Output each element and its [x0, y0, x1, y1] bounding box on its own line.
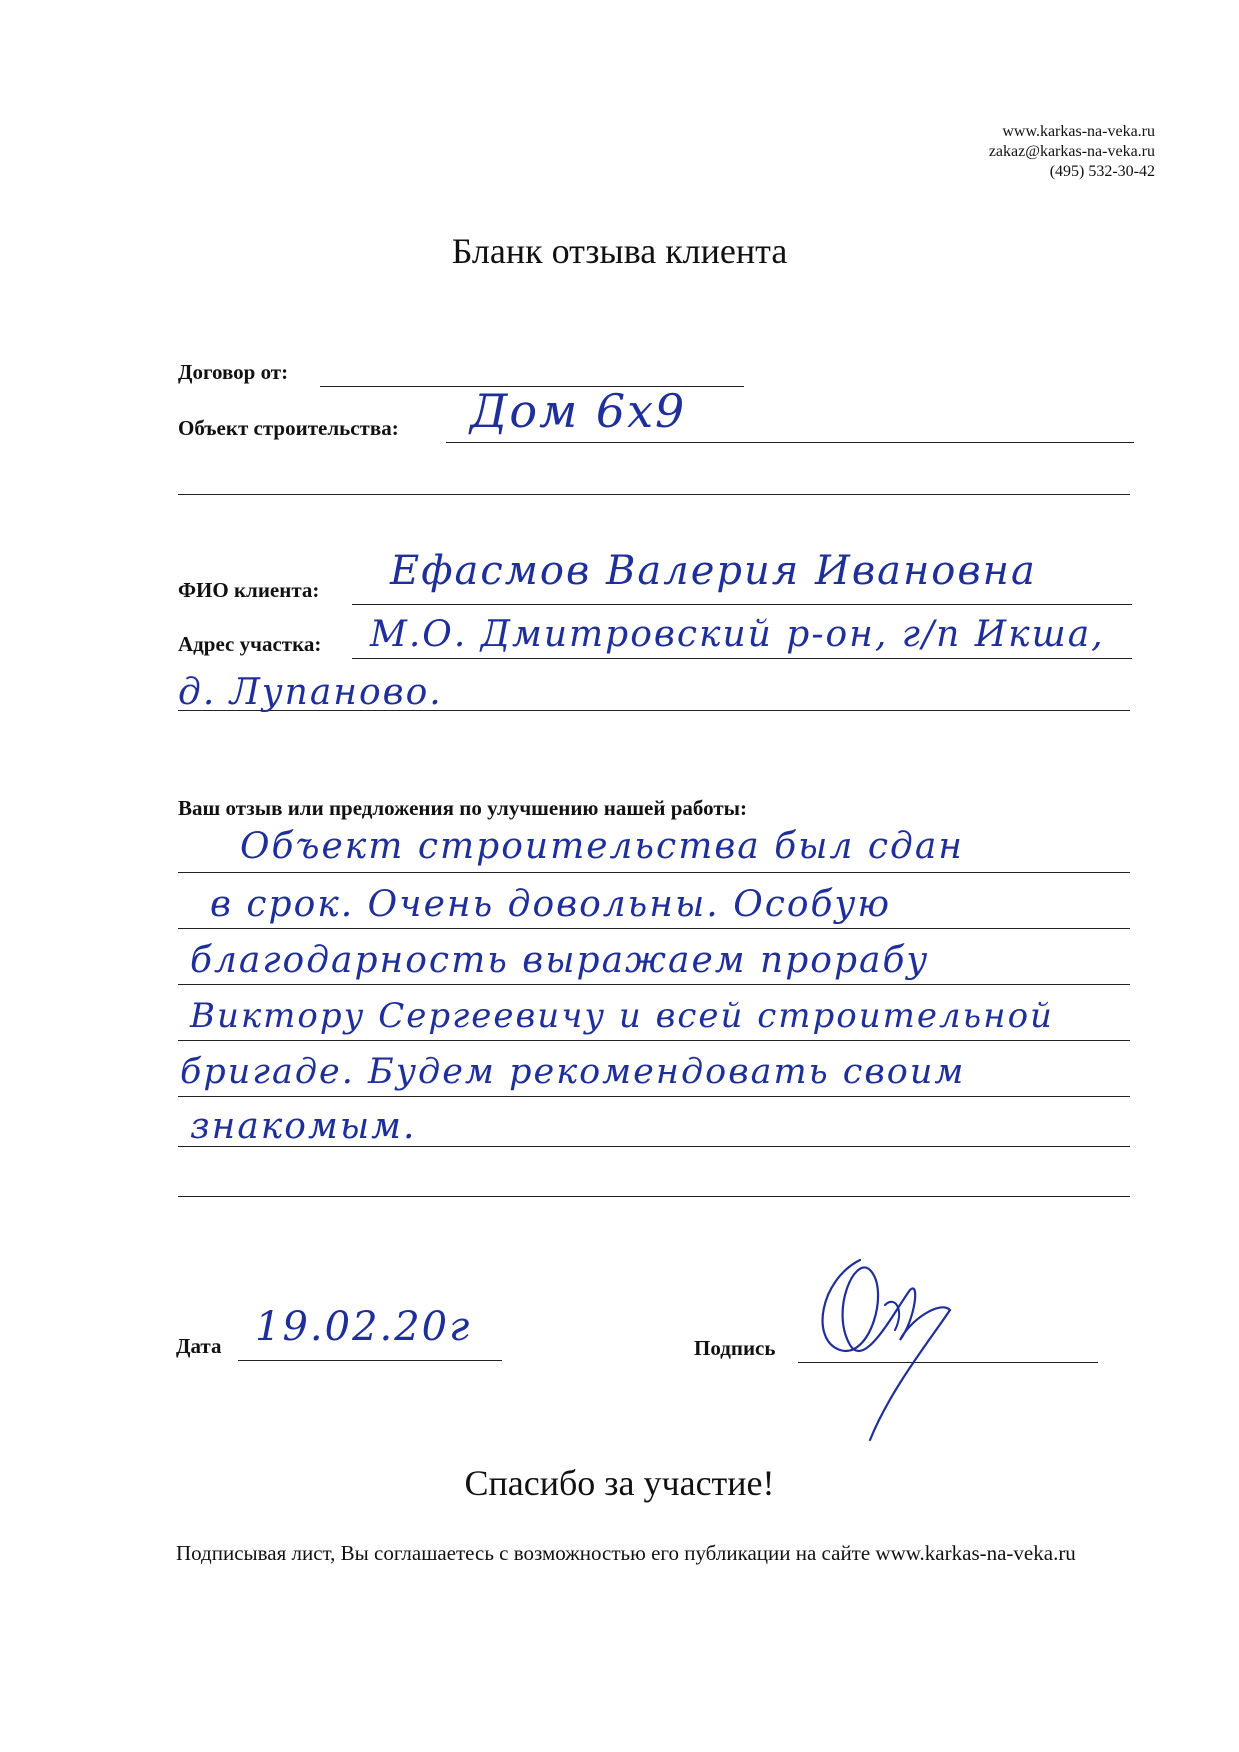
- footer-note: Подписывая лист, Вы соглашаетесь с возможностью его публикации на сайте www.karkas-na-veka.ru: [176, 1541, 1076, 1565]
- object-label: Объект строительства:: [178, 416, 399, 440]
- signature-mark[interactable]: [800, 1250, 1000, 1450]
- review-text-line[interactable]: знакомым.: [190, 1106, 417, 1147]
- email-text: zakaz@karkas-na-veka.ru: [988, 143, 1155, 160]
- object-extra-line: [178, 494, 1130, 495]
- address-value-line1[interactable]: М.О. Дмитровский р-он, г/п Икша,: [370, 614, 1105, 655]
- address-value-line2[interactable]: д. Лупаново.: [178, 672, 443, 713]
- review-text-line[interactable]: бригаде. Будем рекомендовать своим: [180, 1052, 966, 1092]
- client-line: [352, 604, 1132, 605]
- review-text-line[interactable]: в срок. Очень довольны. Особую: [210, 884, 892, 925]
- contract-label: Договор от:: [178, 360, 289, 384]
- address-label: Адрес участка:: [178, 632, 322, 656]
- thanks-text: Спасибо за участие!: [464, 1463, 775, 1503]
- review-line-5: [178, 1096, 1130, 1097]
- contacts-block: [989, 122, 1155, 182]
- date-label: Дата: [176, 1334, 222, 1358]
- review-text-line[interactable]: Виктору Сергеевичу и всей строительной: [190, 996, 1054, 1036]
- review-label: Ваш отзыв или предложения по улучшению нашей работы:: [178, 796, 748, 820]
- phone-text: (495) 532-30-42: [1049, 163, 1155, 180]
- review-text-line[interactable]: благодарность выражаем прорабу: [190, 940, 930, 981]
- review-line-7: [178, 1196, 1130, 1197]
- object-value[interactable]: Дом 6х9: [470, 384, 687, 438]
- object-line: [446, 442, 1134, 443]
- review-line-3: [178, 984, 1130, 985]
- review-text-line[interactable]: Объект строительства был сдан: [240, 826, 964, 867]
- client-label: ФИО клиента:: [178, 578, 320, 602]
- review-line-2: [178, 928, 1130, 929]
- form-title: Бланк отзыва клиента: [451, 231, 788, 271]
- date-value[interactable]: 19.02.20г: [255, 1304, 472, 1350]
- address-line: [352, 658, 1132, 659]
- date-line: [238, 1360, 502, 1361]
- signature-label: Подпись: [694, 1336, 776, 1360]
- review-line-4: [178, 1040, 1130, 1041]
- review-line-1: [178, 872, 1130, 873]
- website-text: www.karkas-na-veka.ru: [1002, 123, 1155, 140]
- client-value[interactable]: Ефасмов Валерия Ивановна: [390, 548, 1037, 594]
